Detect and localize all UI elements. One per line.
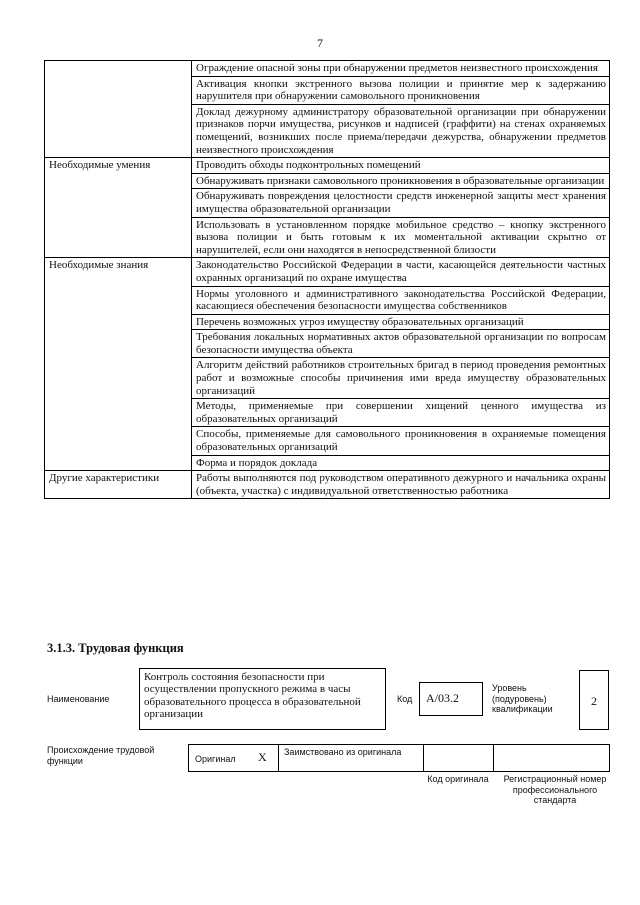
function-name-box: Контроль состояния безопасности при осуществлении пропускного режима в часы образовательного процесса в образовательной организации [139,668,386,730]
original-label: Оригинал [195,754,236,764]
borrowed-label: Заимствовано из оригинала [284,747,402,757]
original-cell [188,744,278,772]
borrowed-cell [278,744,423,772]
table-cell: Работы выполняются под руководством оперативного дежурного и начальника охраны (объекта, участка) с индивидуальной ответственностью работника [192,471,610,499]
code-original-cell [423,744,493,772]
reg-number-label: Регистрационный номер профессионального стандарта [503,774,607,805]
reg-number-cell [493,744,610,772]
table-cell: Перечень возможных угроз имуществу образовательных организаций [192,314,610,330]
table-cell: Требования локальных нормативных актов образовательной организации по вопросам безопасности имущества объекта [192,330,610,358]
table-row [45,158,610,174]
level-label: Уровень (подуровень) квалификации [492,683,553,714]
code-label: Код [397,694,413,704]
table-cell: Обнаруживать повреждения целостности средств инженерной защиты мест хранения имущества образовательной организации [192,189,610,217]
function-code-box: A/03.2 [419,682,483,716]
row-group-label: Необходимые знания [45,258,192,471]
row-group-label: Необходимые умения [45,158,192,258]
table-cell: Активация кнопки экстренного вызова полиции и принятие мер к задержанию нарушителя при обнаружении самовольного проникновения [192,76,610,104]
table-cell: Нормы уголовного и административного законодательства Российской Федерации, касающиеся обеспечения безопасности имущества собственников [192,286,610,314]
table-row [45,258,610,286]
original-mark: X [258,750,267,764]
page-number: 7 [317,36,323,50]
table-cell: Алгоритм действий работников строительных бригад в период проведения ремонтных работ и возможные способы причинения ими вреда имуществу образовательных организаций [192,358,610,399]
origin-row [188,744,610,772]
section-heading: 3.1.3. Трудовая функция [47,641,184,655]
table-cell: Доклад дежурному администратору образовательной организации при обнаружении признаков порчи имущества, рисунков и надписей (граффити) на стенах охраняемых помещений, возникших после приема/передачи дежурства, обнаружении предметов неизвестного происхождения [192,104,610,157]
table-cell: Использовать в установленном порядке мобильное средство – кнопку экстренного вызова полиции и быть готовым к их моментальной активации скрытно от нарушителей, если они находятся в непосредственной близости [192,217,610,258]
table-cell: Способы, применяемые для самовольного проникновения в охраняемые помещения образовательных организаций [192,427,610,455]
table-cell: Форма и порядок доклада [192,455,610,471]
origin-label: Происхождение трудовой функции [47,745,155,766]
level-box: 2 [579,670,609,730]
row-group-label: Другие характеристики [45,471,192,499]
table-cell: Проводить обходы подконтрольных помещений [192,158,610,174]
code-original-label: Код оригинала [427,774,489,784]
table-row [45,471,610,499]
table-cell: Ограждение опасной зоны при обнаружении предметов неизвестного происхождения [192,61,610,77]
name-label: Наименование [47,694,110,704]
row-group-label [45,61,192,158]
requirements-table [44,60,610,499]
table-cell: Методы, применяемые при совершении хищений ценного имущества из образовательных организаций [192,399,610,427]
table-cell: Законодательство Российской Федерации в части, касающейся деятельности частных охранных организаций по охране имущества [192,258,610,286]
table-row [45,61,610,77]
table-cell: Обнаруживать признаки самовольного проникновения в образовательные организации [192,173,610,189]
